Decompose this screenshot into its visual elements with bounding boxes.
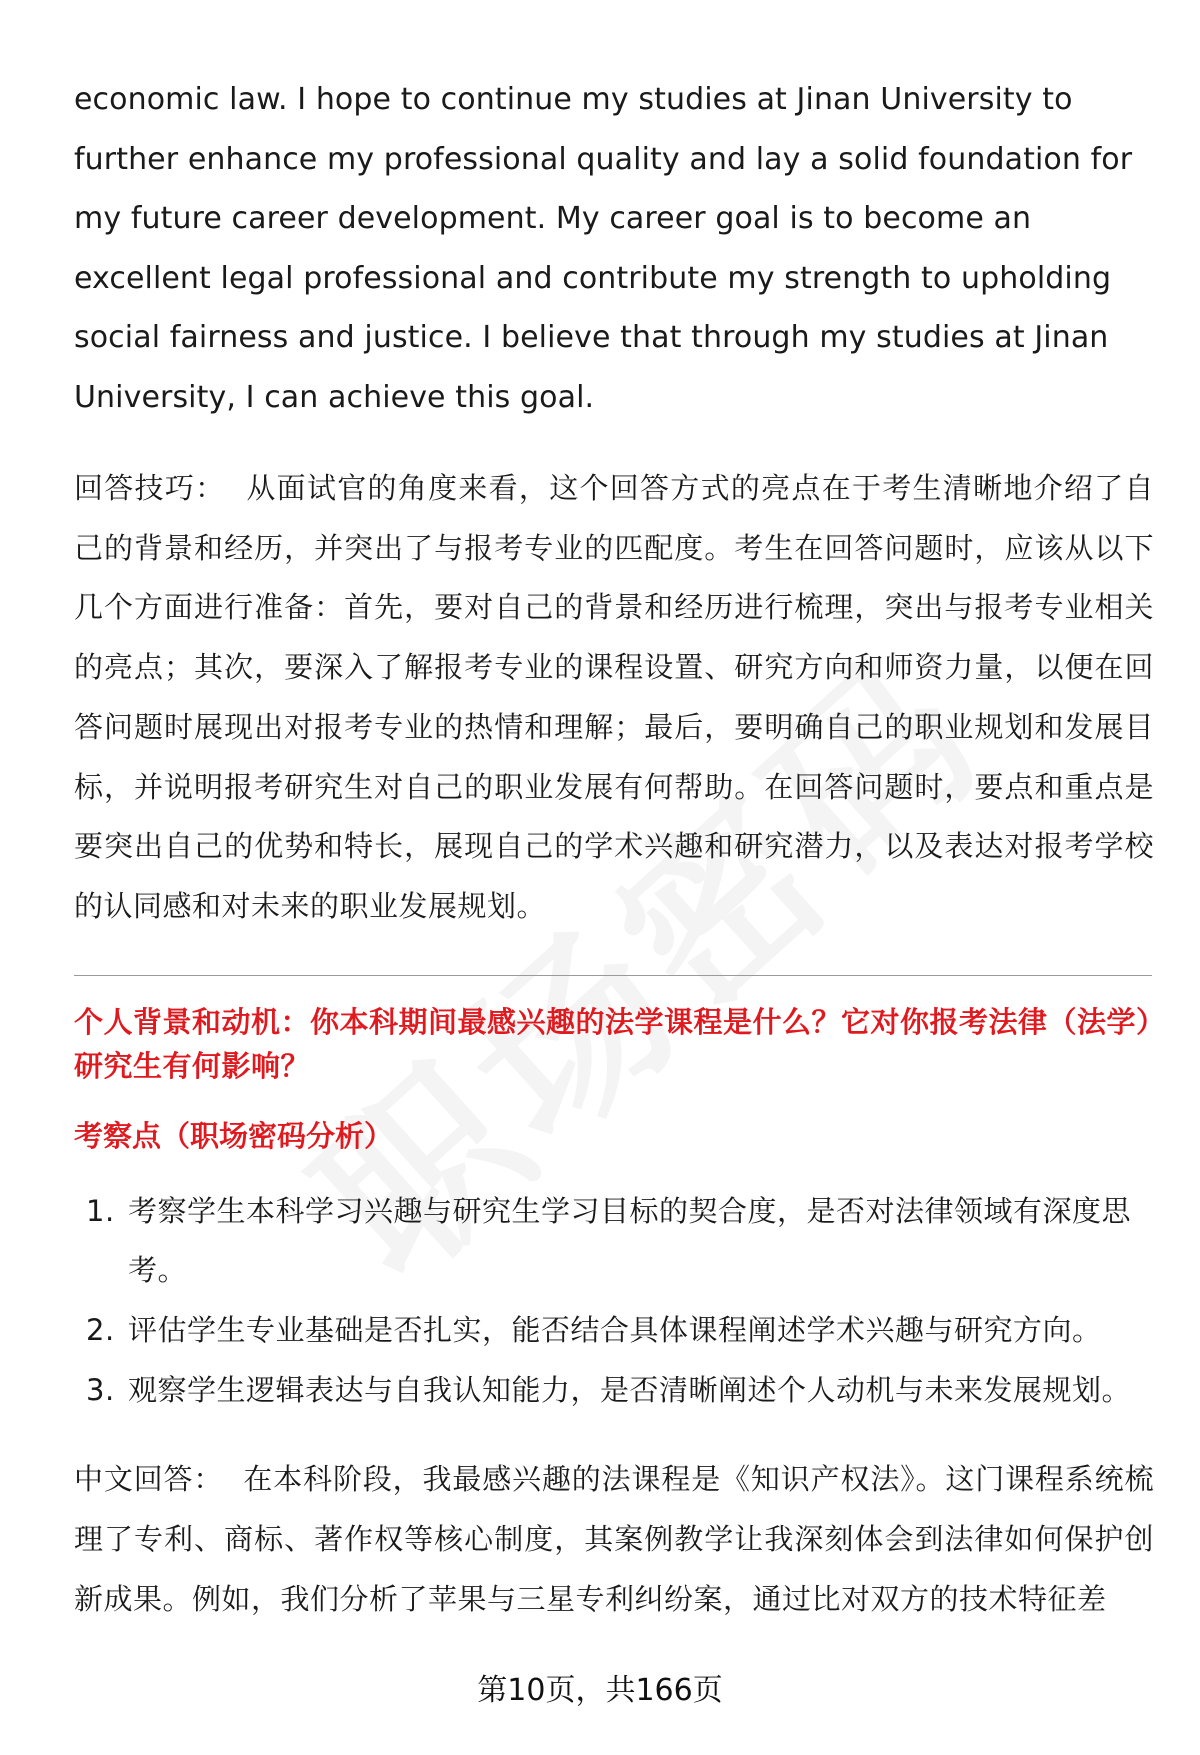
list-item-number: 1.: [86, 1193, 115, 1228]
answer-label: 中文回答：: [74, 1462, 224, 1497]
exam-points-heading: 考察点（职场密码分析）: [74, 1118, 394, 1153]
answer-paragraph: [74, 1450, 1154, 1629]
list-item-text: 考察学生本科学习兴趣与研究生学习目标的契合度，是否对法律领域有深度思考。: [128, 1193, 1132, 1288]
question-heading: 个人背景和动机：你本科期间最感兴趣的法学课程是什么？它对你报考法律（法学）研究生有何影响？: [74, 1004, 1152, 1083]
list-item: [74, 1361, 1154, 1421]
list-item: [74, 1182, 1154, 1301]
list-item-number: 2.: [86, 1313, 115, 1348]
list-item: [74, 1301, 1154, 1361]
list-item-number: 3.: [86, 1372, 115, 1407]
list-item-text: 观察学生逻辑表达与自我认知能力，是否清晰阐述个人动机与未来发展规划。: [128, 1372, 1132, 1407]
exam-points-list: [74, 1182, 1154, 1421]
list-item-text: 评估学生专业基础是否扎实，能否结合具体课程阐述学术兴趣与研究方向。: [128, 1313, 1102, 1348]
section-divider: [74, 975, 1152, 976]
intro-paragraph: economic law. I hope to continue my studies at Jinan University to further enhance my professional quality and lay a solid foundation for my future career development. My career goal is to become an excellent legal professional and contribute my strength to upholding social fairness and justice. I believe that through my studies at Jinan University, I can achieve this goal.: [74, 82, 1133, 415]
tips-label: 回答技巧：: [74, 471, 226, 505]
answer-text: 在本科阶段，我最感兴趣的法课程是《知识产权法》。这门课程系统梳理了专利、商标、著作权等核心制度，其案例教学让我深刻体会到法律如何保护创新成果。例如，我们分析了苹果与三星专利纠纷案，通过比对双方的技术特征差: [74, 1462, 1154, 1616]
page-number-footer: 第10页，共166页: [477, 1673, 723, 1708]
tips-paragraph: [74, 459, 1154, 937]
document-page: [74, 70, 1154, 1630]
tips-text: 从面试官的角度来看，这个回答方式的亮点在于考生清晰地介绍了自己的背景和经历，并突出了与报考专业的匹配度。考生在回答问题时，应该从以下几个方面进行准备：首先，要对自己的背景和经历进行梳理，突出与报考专业相关的亮点；其次，要深入了解报考专业的课程设置、研究方向和师资力量，以便在回答问题时展现出对报考专业的热情和理解；最后，要明确自己的职业规划和发展目标，并说明报考研究生对自己的职业发展有何帮助。在回答问题时，要点和重点是要突出自己的优势和特长，展现自己的学术兴趣和研究潜力，以及表达对报考学校的认同感和对未来的职业发展规划。: [74, 471, 1154, 923]
